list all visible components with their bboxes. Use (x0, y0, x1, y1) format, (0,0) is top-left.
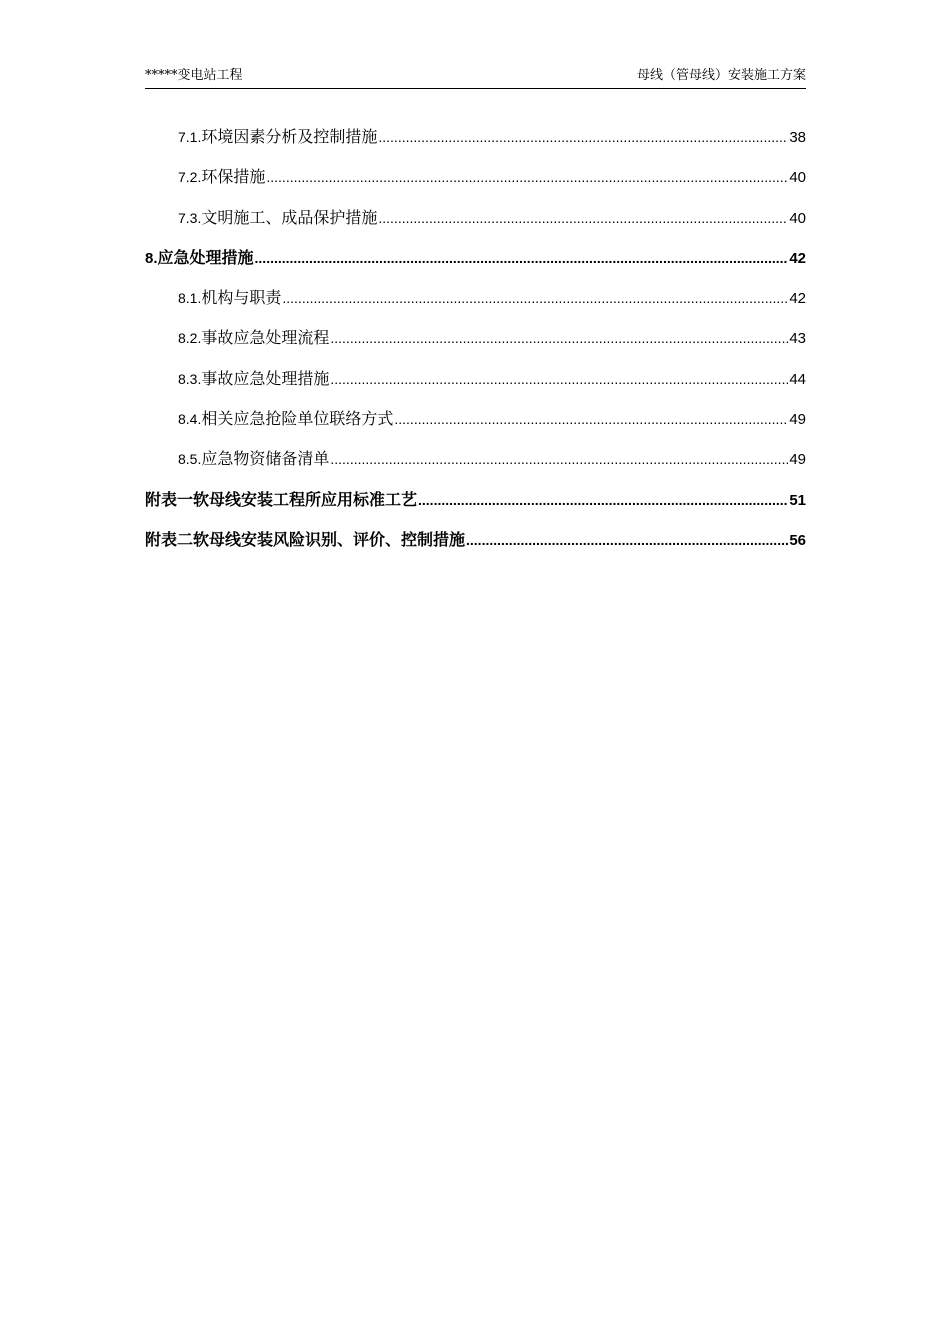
toc-entry[interactable] (145, 245, 806, 285)
toc-entry-page: 40 (789, 209, 806, 227)
toc-leader-dots (255, 245, 789, 271)
toc-entry-title: 附表二软母线安装风险识别、评价、控制措施 (145, 529, 466, 549)
toc-entry[interactable] (145, 366, 806, 406)
toc-leader-dots (378, 124, 788, 150)
table-of-contents (145, 124, 806, 567)
toc-entry[interactable] (145, 487, 806, 527)
toc-entry-page: 51 (789, 491, 806, 509)
toc-entry-page: 49 (789, 411, 806, 429)
toc-entry-number: 7.3. (178, 209, 202, 226)
toc-entry[interactable] (145, 164, 806, 204)
toc-entry-number: 8.2. (178, 330, 202, 347)
toc-entry-title: 环境因素分析及控制措施 (201, 127, 378, 146)
toc-entry-page: 42 (789, 290, 806, 308)
toc-leader-dots (378, 205, 788, 231)
toc-entry-page: 38 (789, 129, 806, 146)
toc-leader-dots (466, 527, 788, 553)
toc-entry-title: 文明施工、成品保护措施 (201, 207, 378, 227)
page-header (145, 66, 806, 89)
toc-entry-page: 56 (789, 531, 806, 549)
toc-entry[interactable] (145, 285, 806, 325)
toc-leader-dots (330, 325, 788, 351)
toc-entry-page: 44 (789, 370, 806, 388)
toc-entry-page: 49 (789, 451, 806, 469)
toc-entry-title: 机构与职责 (201, 288, 282, 308)
toc-entry-title: 应急处理措施 (157, 247, 254, 267)
toc-entry[interactable] (145, 406, 806, 446)
toc-entry[interactable] (145, 446, 806, 486)
toc-entry-page: 40 (789, 169, 806, 187)
toc-entry-number: 8.5. (178, 451, 202, 468)
toc-entry-number: 8.1. (178, 290, 202, 307)
toc-entry-number: 7.1. (178, 129, 202, 145)
toc-entry-number: 8. (145, 249, 158, 267)
toc-entry-number: 8.3. (178, 370, 202, 387)
toc-entry[interactable] (145, 124, 806, 164)
toc-leader-dots (418, 487, 788, 513)
header-project-name: *****变电站工程 (145, 68, 243, 83)
toc-entry-page: 42 (789, 249, 806, 267)
toc-leader-dots (394, 406, 788, 432)
toc-entry-title: 相关应急抢险单位联络方式 (201, 409, 394, 429)
header-document-title: 母线（管母线）安装施工方案 (636, 68, 806, 83)
toc-entry-title: 环保措施 (201, 167, 266, 187)
toc-entry[interactable] (145, 205, 806, 245)
toc-leader-dots (266, 164, 788, 190)
toc-entry-title: 附表一软母线安装工程所应用标准工艺 (145, 489, 418, 509)
toc-entry-number: 7.2. (178, 169, 202, 186)
toc-entry-page: 43 (789, 330, 806, 348)
toc-leader-dots (330, 366, 788, 392)
toc-entry-title: 事故应急处理流程 (201, 328, 330, 348)
toc-entry[interactable] (145, 325, 806, 365)
toc-entry-number: 8.4. (178, 411, 202, 428)
toc-leader-dots (330, 446, 788, 472)
toc-leader-dots (282, 285, 788, 311)
toc-entry[interactable] (145, 527, 806, 567)
toc-entry-title: 应急物资储备清单 (201, 449, 330, 469)
toc-entry-title: 事故应急处理措施 (201, 368, 330, 388)
